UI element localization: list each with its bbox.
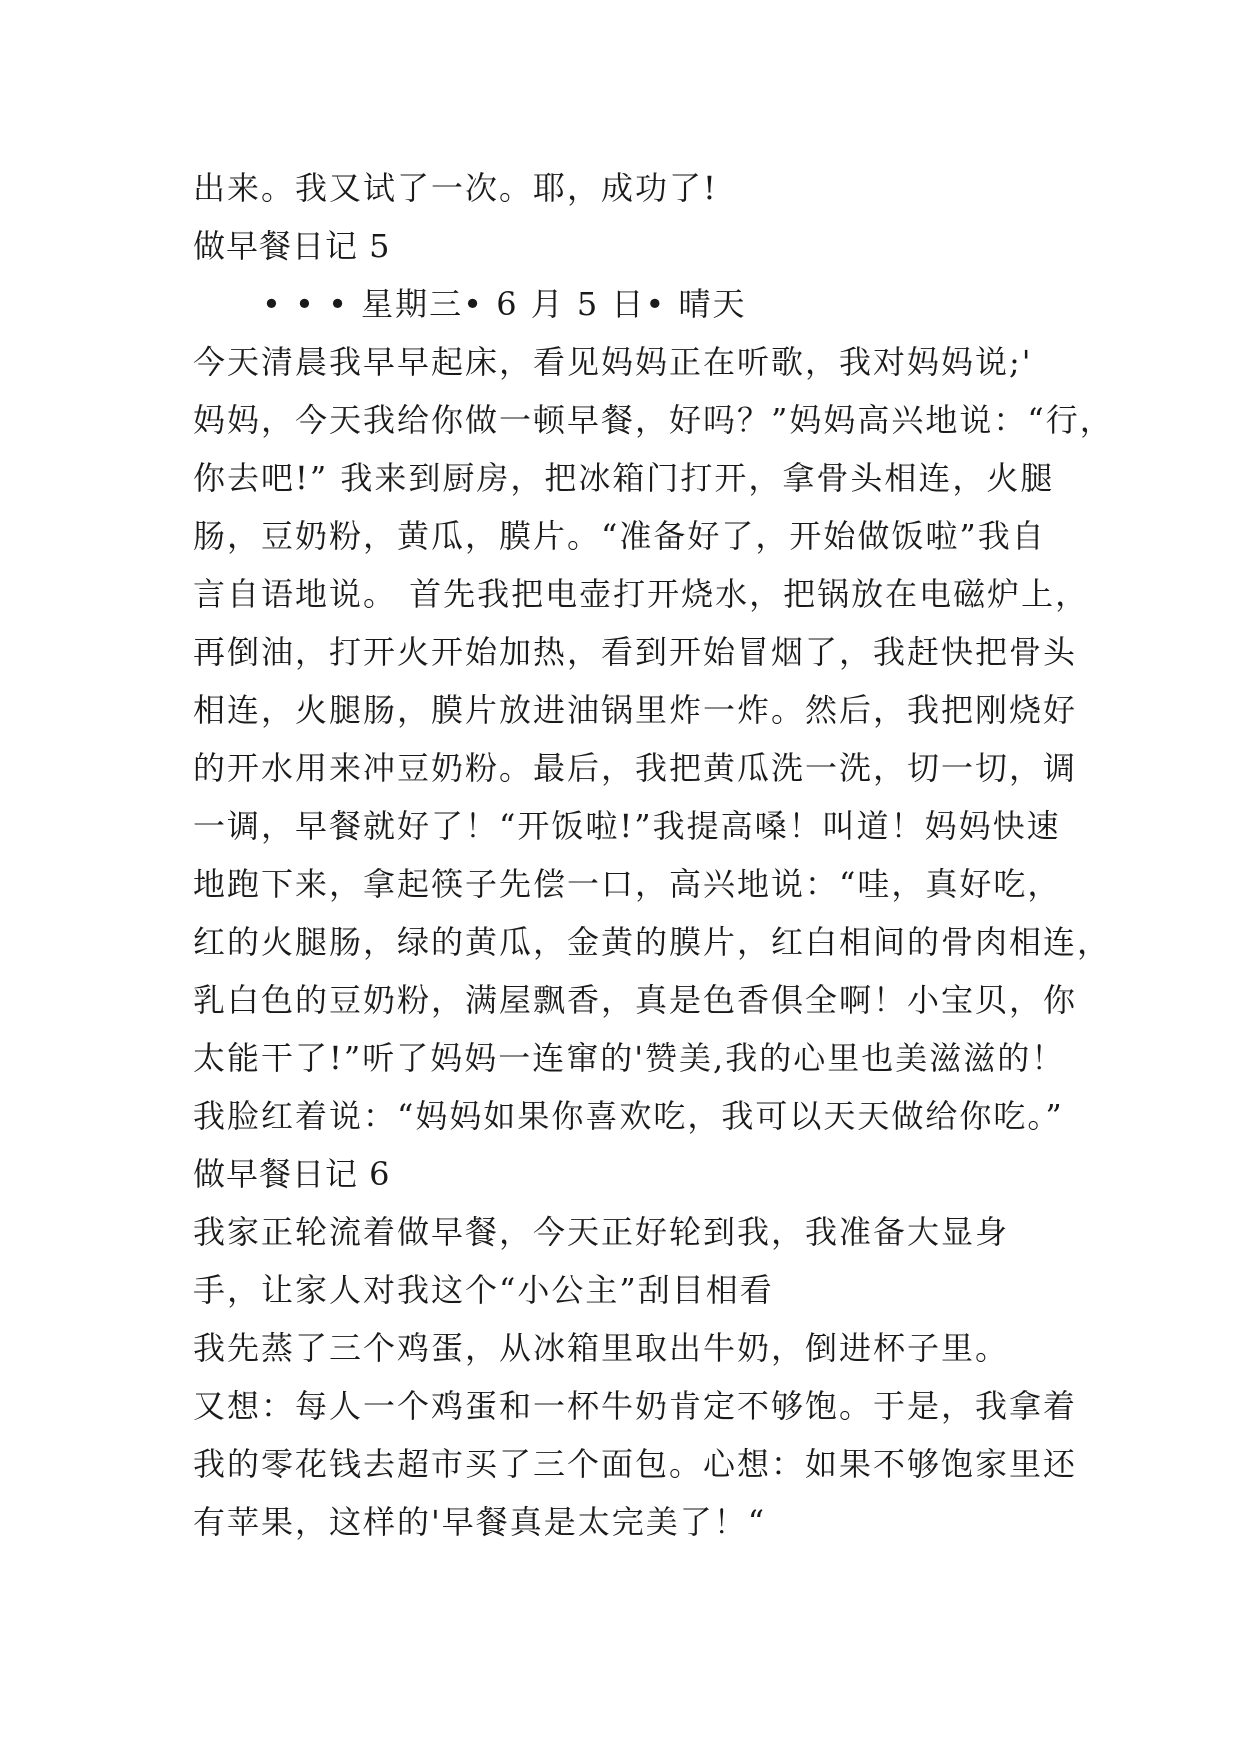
diary6-line-2: 手，让家人对我这个“小公主”刮目相看 [193, 1271, 774, 1309]
diary5-line-14: 我脸红着说：“妈妈如果你喜欢吃，我可以天天做给你吃。” [193, 1097, 1064, 1135]
diary5-line-11: 红的火腿肠，绿的黄瓜，金黄的膜片，红白相间的骨肉相连， [193, 923, 1112, 961]
diary5-line-9: 一调，早餐就好了！“开饭啦!”我提高嗓！叫道！妈妈快速 [193, 807, 1061, 845]
diary5-line-4: 肠，豆奶粉，黄瓜，膜片。“准备好了，开始做饭啦”我自 [193, 517, 1046, 555]
diary6-title: 做早餐日记 6 [193, 1155, 391, 1193]
diary5-line-3: 你去吧!” 我来到厨房，把冰箱门打开，拿骨头相连，火腿 [193, 459, 1055, 497]
diary5-dateline: • • • 星期三• 6 月 5 日• 晴天 [262, 285, 747, 323]
intro-tail-line: 出来。我又试了一次。耶，成功了! [193, 169, 718, 207]
diary5-line-2: 妈妈，今天我给你做一顿早餐，好吗？”妈妈高兴地说：“行， [193, 401, 1114, 439]
diary5-line-6: 再倒油，打开火开始加热，看到开始冒烟了，我赶快把骨头 [193, 633, 1078, 671]
diary5-line-7: 相连，火腿肠，膜片放进油锅里炸一炸。然后，我把刚烧好 [193, 691, 1078, 729]
diary5-line-8: 的开水用来冲豆奶粉。最后，我把黄瓜洗一洗，切一切，调 [193, 749, 1078, 787]
diary5-title: 做早餐日记 5 [193, 227, 391, 265]
diary5-line-5: 言自语地说。 首先我把电壶打开烧水，把锅放在电磁炉上， [193, 575, 1090, 613]
diary5-line-1: 今天清晨我早早起床，看见妈妈正在听歌，我对妈妈说;' [193, 343, 1033, 381]
diary5-line-12: 乳白色的豆奶粉，满屋飘香，真是色香俱全啊！小宝贝，你 [193, 981, 1078, 1019]
diary6-line-5: 我的零花钱去超市买了三个面包。心想：如果不够饱家里还 [193, 1445, 1078, 1483]
diary6-line-1: 我家正轮流着做早餐，今天正好轮到我，我准备大显身 [193, 1213, 1010, 1251]
diary5-line-10: 地跑下来，拿起筷子先偿一口，高兴地说：“哇，真好吃， [193, 865, 1062, 903]
diary6-line-6: 有苹果，这样的'早餐真是太完美了！“ [193, 1503, 767, 1541]
diary6-line-3: 我先蒸了三个鸡蛋，从冰箱里取出牛奶，倒进杯子里。 [193, 1329, 1010, 1367]
diary6-line-4: 又想：每人一个鸡蛋和一杯牛奶肯定不够饱。于是，我拿着 [193, 1387, 1078, 1425]
diary5-line-13: 太能干了!”听了妈妈一连窜的'赞美,我的心里也美滋滋的！ [193, 1039, 1066, 1077]
